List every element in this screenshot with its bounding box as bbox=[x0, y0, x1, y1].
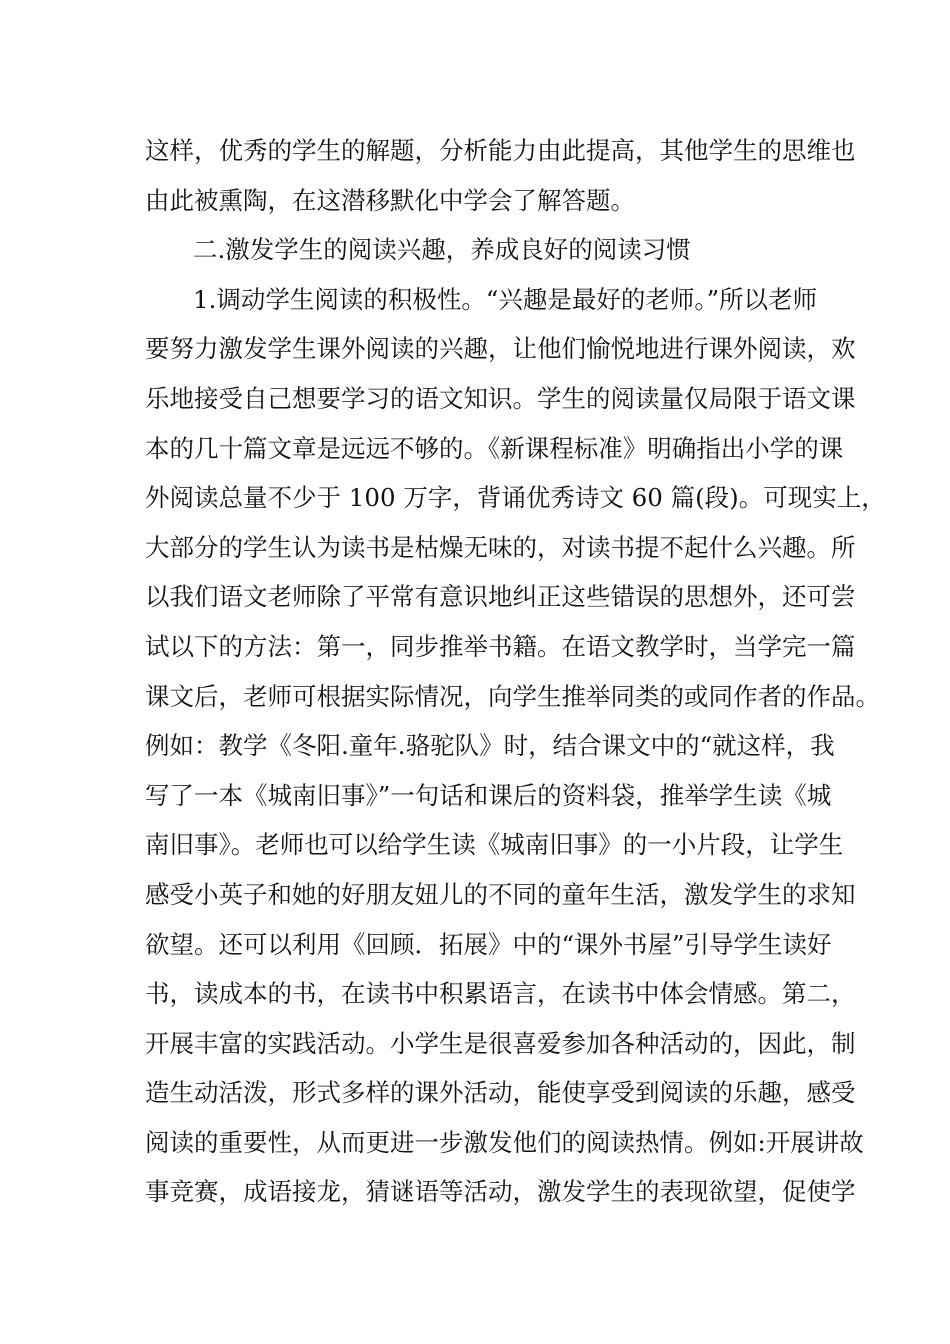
text-line: 写了一本《城南旧事》”一句话和课后的资料袋，推举学生读《城 bbox=[145, 780, 832, 810]
text-line: 课文后，老师可根据实际情况，向学生推举同类的或同作者的作品。 bbox=[145, 681, 880, 711]
text-line: 阅读的重要性，从而更进一步激发他们的阅读热情。例如:开展讲故 bbox=[145, 1127, 864, 1157]
text-line: 由此被熏陶，在这潜移默化中学会了解答题。 bbox=[145, 185, 635, 215]
text-line: 大部分的学生认为读书是枯燥无味的，对读书提不起什么兴趣。所 bbox=[145, 532, 856, 562]
text-line: 1.调动学生阅读的积极性。“兴趣是最好的老师。”所以老师 bbox=[193, 284, 818, 314]
text-line: 以我们语文老师除了平常有意识地纠正这些错误的思想外，还可尝 bbox=[145, 582, 856, 612]
text-line: 感受小英子和她的好朋友妞儿的不同的童年生活，激发学生的求知 bbox=[145, 879, 856, 909]
text-line: 试以下的方法：第一，同步推举书籍。在语文教学时，当学完一篇 bbox=[145, 631, 856, 661]
document-body bbox=[145, 126, 886, 1217]
text-line: 例如：教学《冬阳.童年.骆驼队》时，结合课文中的“就这样，我 bbox=[145, 731, 835, 761]
text-line: 开展丰富的实践活动。小学生是很喜爱参加各种活动的，因此，制 bbox=[145, 1028, 856, 1058]
text-line: 外阅读总量不少于 100 万字，背诵优秀诗文 60 篇(段)。可现实上， bbox=[145, 483, 886, 513]
section-heading: 二.激发学生的阅读兴趣，养成良好的阅读习惯 bbox=[193, 235, 691, 265]
text-line: 欲望。还可以利用《回顾．拓展》中的“课外书屋”引导学生读好 bbox=[145, 929, 832, 959]
text-line: 事竞赛，成语接龙，猜谜语等活动，激发学生的表现欲望，促使学 bbox=[145, 1177, 856, 1207]
text-line: 乐地接受自己想要学习的语文知识。学生的阅读量仅局限于语文课 bbox=[145, 383, 856, 413]
text-line: 造生动活泼，形式多样的课外活动，能使享受到阅读的乐趣，感受 bbox=[145, 1078, 856, 1108]
text-line: 这样，优秀的学生的解题，分析能力由此提高，其他学生的思维也 bbox=[145, 136, 856, 165]
text-line: 要努力激发学生课外阅读的兴趣，让他们愉悦地进行课外阅读，欢 bbox=[145, 334, 856, 364]
text-line: 南旧事》。老师也可以给学生读《城南旧事》的一小片段，让学生 bbox=[145, 830, 844, 860]
text-line: 本的几十篇文章是远远不够的。《新课程标准》明确指出小学的课 bbox=[145, 433, 844, 463]
text-line: 书，读成本的书，在读书中积累语言，在读书中体会情感。第二， bbox=[145, 979, 856, 1009]
